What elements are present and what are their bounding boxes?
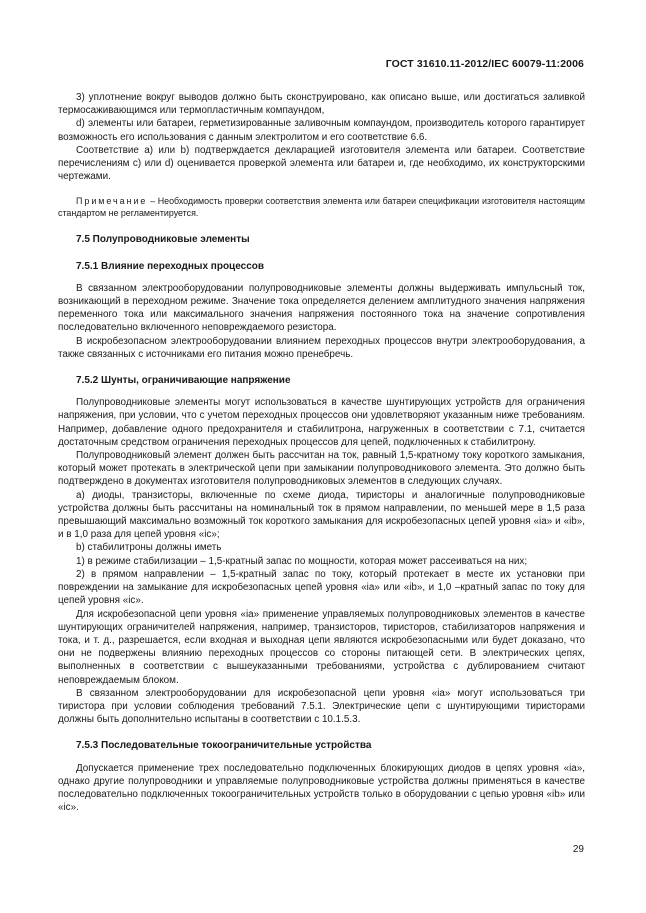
- paragraph: d) элементы или батареи, герметизированные заливочным компаундом, производитель которого гарантирует возможность его использования с данным электролитом и его соответствие 6.6.: [58, 118, 585, 143]
- section-heading-7-5-1: 7.5.1 Влияние переходных процессов: [76, 260, 265, 272]
- paragraph: Соответствие a) или b) подтверждается декларацией изготовителя элемента или батареи. Соответствие перечислениям c) или d) оценивается проверкой элемента или батареи и, где необходимо, их конструкторскими чертежами.: [58, 144, 585, 183]
- list-item: a) диоды, транзисторы, включенные по схеме диода, тиристоры и аналогичные полупроводниковые устройства должны быть рассчитаны на номинальный ток в прямом направлении, по меньшей мере в 1,5 раза превышающий максимально возможный ток короткого замыкания для искробезопасных цепей уровня «ia» и «ib», и в 1,0 раза для цепей уровня «ic»;: [58, 489, 585, 541]
- document-body: [58, 91, 585, 814]
- list-item: 1) в режиме стабилизации – 1,5-кратный запас по мощности, которая может рассеиваться на них;: [76, 555, 528, 567]
- note-label: Примечание: [76, 196, 148, 207]
- paragraph: 3) уплотнение вокруг выводов должно быть сконструировано, как описано выше, или достигаться заливкой термосаживающимся или термопластичным компаундом,: [58, 92, 585, 117]
- paragraph: Для искробезопасной цепи уровня «ia» применение управляемых полупроводниковых элементов в качестве шунтирующих ограничителей напряжения, например, транзисторов, тиристоров, стабилизаторов напряжения и тока, и т. д., разрешается, если входная и выходная цепи являются искробезопасными или будет доказано, что они не подвержены влиянию переходных процессов со стороны питающей сети. В электрических цепях, выполненных в соответствии с вышеуказанными требованиями, устройства с дублированием считают неповреждаемым блоком.: [58, 608, 585, 686]
- page-number: 29: [572, 844, 584, 855]
- note-text: – Необходимость проверки соответствия элемента или батареи спецификации изготовителя настоящим стандартом не регламентируется.: [58, 196, 585, 219]
- paragraph: В связанном электрооборудовании для искробезопасной цепи уровня «ia» могут использоваться три тиристора при условии соблюдения требований 7.5.1. Электрические цепи с шунтирующими тиристорами должны быть дополнительно испытаны в соответствии с 10.1.5.3.: [58, 687, 585, 726]
- list-item: 2) в прямом направлении – 1,5-кратный запас по току, который протекает в месте их установки при повреждении на замыкание для искробезопасных цепей уровня «ia» или «ib», и 1,0 –кратный запас по току для цепей уровня «ic».: [58, 568, 585, 607]
- section-heading-7-5: 7.5 Полупроводниковые элементы: [76, 234, 250, 246]
- list-item: b) стабилитроны должны иметь: [76, 542, 222, 554]
- note: [58, 195, 585, 219]
- standard-header: ГОСТ 31610.11-2012/IEC 60079-11:2006: [385, 58, 584, 70]
- paragraph: В связанном электрооборудовании полупроводниковые элементы должны выдерживать импульсный ток, возникающий в переходном режиме. Значение тока определяется делением амплитудного значения напряжения переменного тока или максимального значения напряжения постоянного тока на значение сопротивления последовательно включенного неповреждаемого резистора.: [58, 282, 585, 334]
- paragraph: Полупроводниковый элемент должен быть рассчитан на ток, равный 1,5-кратному току короткого замыкания, который может протекать в электрической цепи при замыкании полупроводникового элемента. Это должно быть подтверждено в документах изготовителя полупроводниковых элементов в следующих случаях.: [58, 450, 585, 488]
- paragraph: Допускается применение трех последовательно подключенных блокирующих диодов в цепях уровня «ia», однако другие полупроводники и управляемые полупроводниковые устройства должны применяться в качестве последовательно подключенных токоограничительных устройств только в оборудовании с цепью уровня «ib» или «ic».: [58, 762, 585, 814]
- paragraph: Полупроводниковые элементы могут использоваться в качестве шунтирующих устройств для ограничения напряжения, при условии, что с учетом переходных процессов они удовлетворяют указанным ниже требованиям. Например, добавление одного предохранителя и стабилитрона, нагруженных в соответствии с 7.1, считается достаточным средством ограничения переходных процессов для цепей, подключенных к стабилитрону.: [58, 397, 585, 448]
- paragraph: В искробезопасном электрооборудовании влиянием переходных процессов внутри электрооборудования, а также связанных с источниками его питания можно пренебречь.: [58, 335, 585, 360]
- section-heading-7-5-3: 7.5.3 Последовательные токоограничительные устройства: [76, 740, 372, 752]
- section-heading-7-5-2: 7.5.2 Шунты, ограничивающие напряжение: [76, 375, 291, 387]
